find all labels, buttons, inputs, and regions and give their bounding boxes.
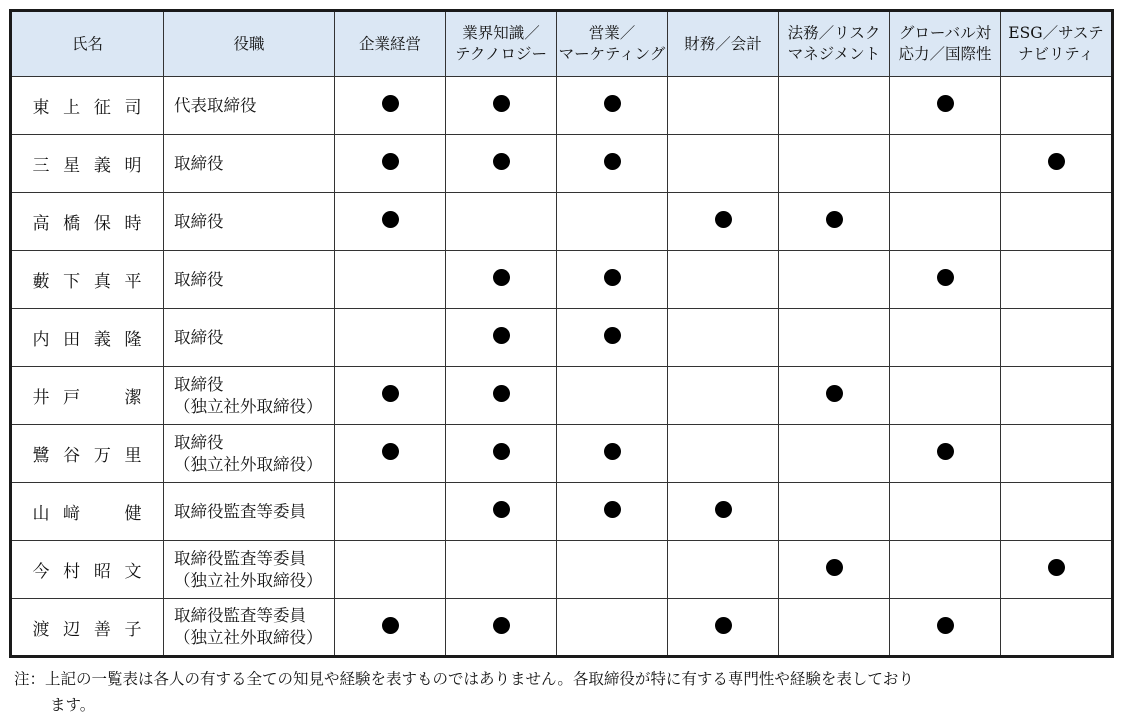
name-character: 橋 <box>63 214 81 234</box>
skill-cell <box>779 425 890 483</box>
director-role-line: 取締役監査等委員 <box>174 606 306 625</box>
filled-circle-mark <box>1048 559 1065 576</box>
director-role-line: 取締役 <box>174 432 224 452</box>
skill-cell <box>557 77 668 135</box>
filled-circle-mark <box>493 617 510 634</box>
filled-circle-mark <box>826 211 843 228</box>
director-name-cell <box>11 483 164 541</box>
skill-cell <box>335 309 446 367</box>
name-character: 征 <box>93 98 111 118</box>
skill-cell <box>668 193 779 251</box>
director-role-line: 取締役監査等委員 <box>174 501 306 521</box>
skill-cell <box>446 135 557 193</box>
name-character: 山 <box>32 504 50 524</box>
director-name <box>32 325 142 350</box>
name-character: 時 <box>124 214 142 234</box>
skill-cell <box>1001 309 1113 367</box>
director-role-line: 取締役 <box>174 374 224 394</box>
director-name <box>32 93 142 118</box>
filled-circle-mark <box>493 95 510 112</box>
name-character: 高 <box>32 214 50 234</box>
table-header-row <box>11 11 1113 77</box>
name-character <box>93 383 111 408</box>
skill-cell <box>335 367 446 425</box>
skill-cell <box>779 309 890 367</box>
skill-cell <box>557 193 668 251</box>
skill-cell <box>890 193 1001 251</box>
name-character: 義 <box>93 156 111 176</box>
column-header-7 <box>890 11 1001 77</box>
director-role-line: （独立社外取締役） <box>174 454 323 474</box>
filled-circle-mark <box>937 95 954 112</box>
director-role-line: （独立社外取締役） <box>174 628 323 647</box>
director-name <box>32 209 142 234</box>
name-character: 昭 <box>93 562 111 582</box>
name-character: 健 <box>124 504 142 524</box>
director-role-cell <box>164 367 335 425</box>
director-role-cell <box>164 599 335 657</box>
name-character: 司 <box>124 98 142 118</box>
name-character: 善 <box>93 619 111 640</box>
skill-cell <box>779 251 890 309</box>
skill-cell <box>446 483 557 541</box>
column-header-5 <box>668 11 779 77</box>
director-role-cell <box>164 541 335 599</box>
filled-circle-mark <box>604 153 621 170</box>
column-header-4 <box>557 11 668 77</box>
filled-circle-mark <box>604 95 621 112</box>
skill-cell <box>335 599 446 657</box>
name-character: 東 <box>32 98 50 118</box>
skill-cell <box>557 309 668 367</box>
skill-cell <box>779 541 890 599</box>
name-character: 万 <box>93 446 111 466</box>
skill-cell <box>779 193 890 251</box>
column-header-line: 法務／リスク <box>787 24 881 42</box>
name-character: 藪 <box>32 272 50 292</box>
filled-circle-mark <box>493 153 510 170</box>
table-row <box>11 425 1113 483</box>
filled-circle-mark <box>382 211 399 228</box>
skill-cell <box>890 599 1001 657</box>
filled-circle-mark <box>937 617 954 634</box>
name-character: 潔 <box>124 388 142 408</box>
skill-cell <box>668 425 779 483</box>
skill-cell <box>446 599 557 657</box>
director-name <box>32 267 142 292</box>
director-role-line: 取締役 <box>174 269 224 289</box>
filled-circle-mark <box>937 443 954 460</box>
column-header-line: 財務／会計 <box>684 34 762 53</box>
column-header-8 <box>1001 11 1113 77</box>
director-role-line: （独立社外取締役） <box>174 570 323 590</box>
director-role-line: （独立社外取締役） <box>174 396 323 416</box>
skill-cell <box>668 135 779 193</box>
director-name <box>32 499 142 524</box>
column-header-line: 営業／ <box>588 24 636 42</box>
name-character: 下 <box>63 272 81 292</box>
skill-cell <box>446 251 557 309</box>
director-role-line: 取締役 <box>174 153 224 173</box>
filled-circle-mark <box>382 153 399 170</box>
column-header-line: 企業経営 <box>358 34 421 53</box>
director-name <box>32 615 142 640</box>
skill-cell <box>557 367 668 425</box>
skill-cell <box>668 599 779 657</box>
name-character: 子 <box>124 619 142 640</box>
column-header-3 <box>446 11 557 77</box>
skill-cell <box>557 251 668 309</box>
filled-circle-mark <box>715 501 732 518</box>
skill-cell <box>668 77 779 135</box>
director-name-cell <box>11 309 164 367</box>
filled-circle-mark <box>715 211 732 228</box>
skill-cell <box>1001 77 1113 135</box>
name-character <box>93 499 111 524</box>
table-row <box>11 135 1113 193</box>
name-character: 里 <box>124 446 142 466</box>
skill-cell <box>890 425 1001 483</box>
skill-cell <box>335 541 446 599</box>
footnote-line-2: ます。 <box>50 696 96 714</box>
director-name-cell <box>11 367 164 425</box>
skill-cell <box>1001 367 1113 425</box>
skill-cell <box>668 251 779 309</box>
skill-cell <box>557 541 668 599</box>
filled-circle-mark <box>604 443 621 460</box>
director-name-cell <box>11 599 164 657</box>
skill-cell <box>446 77 557 135</box>
filled-circle-mark <box>604 269 621 286</box>
director-role-cell <box>164 135 335 193</box>
skill-cell <box>335 193 446 251</box>
name-character: 三 <box>32 156 50 176</box>
name-character: 平 <box>124 272 142 292</box>
skill-cell <box>668 367 779 425</box>
filled-circle-mark <box>493 327 510 344</box>
name-character: 戸 <box>63 388 81 408</box>
filled-circle-mark <box>1048 153 1065 170</box>
filled-circle-mark <box>826 559 843 576</box>
filled-circle-mark <box>382 617 399 634</box>
director-role-cell <box>164 309 335 367</box>
skill-cell <box>1001 483 1113 541</box>
column-header-0 <box>11 11 164 77</box>
skill-cell <box>557 599 668 657</box>
director-name-cell <box>11 251 164 309</box>
skill-cell <box>779 483 890 541</box>
name-character: 﨑 <box>63 504 81 524</box>
skill-cell <box>335 135 446 193</box>
director-name-cell <box>11 135 164 193</box>
name-character: 上 <box>63 98 81 118</box>
skill-cell <box>1001 193 1113 251</box>
name-character: 田 <box>63 330 81 350</box>
filled-circle-mark <box>382 385 399 402</box>
filled-circle-mark <box>382 95 399 112</box>
director-role-cell <box>164 193 335 251</box>
name-character: 渡 <box>32 619 50 640</box>
director-name <box>32 441 142 466</box>
filled-circle-mark <box>493 269 510 286</box>
name-character: 文 <box>124 562 142 582</box>
filled-circle-mark <box>604 327 621 344</box>
director-name-cell <box>11 425 164 483</box>
skill-cell <box>779 77 890 135</box>
filled-circle-mark <box>715 617 732 634</box>
skill-cell <box>890 367 1001 425</box>
table-row <box>11 77 1113 135</box>
skill-cell <box>446 367 557 425</box>
table-row <box>11 367 1113 425</box>
director-name <box>32 557 142 582</box>
column-header-2 <box>335 11 446 77</box>
director-role-cell <box>164 251 335 309</box>
skill-cell <box>446 425 557 483</box>
skill-cell <box>890 251 1001 309</box>
skill-cell <box>1001 541 1113 599</box>
column-header-line: 役職 <box>233 34 265 53</box>
skill-cell <box>557 425 668 483</box>
column-header-line: 応力／国際性 <box>898 45 992 63</box>
director-role-line: 取締役 <box>174 211 224 231</box>
table-body <box>11 77 1113 657</box>
director-role-line: 取締役 <box>174 327 224 347</box>
column-header-1 <box>164 11 335 77</box>
footnote <box>14 666 1124 718</box>
name-character: 今 <box>32 562 50 582</box>
name-character: 義 <box>93 330 111 350</box>
column-header-line: 氏名 <box>71 34 103 53</box>
table-row <box>11 483 1113 541</box>
director-role-line: 取締役監査等委員 <box>174 548 306 568</box>
director-role-line: 代表取締役 <box>174 95 257 115</box>
skill-cell <box>890 483 1001 541</box>
column-header-line: ナビリティ <box>1018 45 1094 63</box>
director-name-cell <box>11 77 164 135</box>
column-header-line: マネジメント <box>787 45 881 63</box>
skill-cell <box>557 135 668 193</box>
director-role-cell <box>164 77 335 135</box>
director-role-cell <box>164 483 335 541</box>
name-character: 辺 <box>63 619 81 640</box>
skill-cell <box>668 541 779 599</box>
skill-cell <box>446 309 557 367</box>
director-role-cell <box>164 425 335 483</box>
table-row <box>11 193 1113 251</box>
skill-cell <box>1001 135 1113 193</box>
skill-cell <box>890 309 1001 367</box>
footnote-line-1: 注：上記の一覧表は各人の有する全ての知見や経験を表すものではありません。各取締役が特に有する専門性や経験を表しており <box>14 670 914 688</box>
name-character: 内 <box>32 330 50 350</box>
skills-matrix-table <box>9 9 1114 658</box>
director-name-cell <box>11 193 164 251</box>
name-character: 鷺 <box>32 446 50 466</box>
director-name <box>32 151 142 176</box>
name-character: 明 <box>124 156 142 176</box>
skill-cell <box>1001 425 1113 483</box>
filled-circle-mark <box>382 443 399 460</box>
name-character: 星 <box>63 156 81 176</box>
skill-cell <box>779 599 890 657</box>
name-character: 谷 <box>63 446 81 466</box>
name-character: 井 <box>32 388 50 408</box>
column-header-line: グローバル対 <box>898 24 992 42</box>
table-row <box>11 251 1113 309</box>
table-row <box>11 599 1113 657</box>
column-header-6 <box>779 11 890 77</box>
name-character: 村 <box>63 562 81 582</box>
name-character: 隆 <box>124 330 142 350</box>
column-header-line: 業界知識／ <box>462 24 540 42</box>
skill-cell <box>668 483 779 541</box>
skill-cell <box>890 135 1001 193</box>
column-header-line: テクノロジー <box>454 45 548 63</box>
name-character: 真 <box>93 272 111 292</box>
skill-cell <box>335 425 446 483</box>
filled-circle-mark <box>604 501 621 518</box>
filled-circle-mark <box>826 385 843 402</box>
table-row <box>11 309 1113 367</box>
skill-cell <box>335 251 446 309</box>
skill-cell <box>335 483 446 541</box>
skill-cell <box>557 483 668 541</box>
skill-cell <box>890 77 1001 135</box>
table-row <box>11 541 1113 599</box>
director-name <box>32 383 142 408</box>
column-header-line: マーケティング <box>558 45 666 63</box>
skill-cell <box>446 193 557 251</box>
skill-cell <box>668 309 779 367</box>
skill-cell <box>1001 251 1113 309</box>
skill-cell <box>446 541 557 599</box>
filled-circle-mark <box>493 385 510 402</box>
column-header-line: ESG／サステ <box>1008 24 1104 42</box>
skill-cell <box>890 541 1001 599</box>
filled-circle-mark <box>493 443 510 460</box>
skill-cell <box>335 77 446 135</box>
filled-circle-mark <box>493 501 510 518</box>
director-name-cell <box>11 541 164 599</box>
skill-cell <box>779 135 890 193</box>
filled-circle-mark <box>937 269 954 286</box>
skill-cell <box>779 367 890 425</box>
skill-cell <box>1001 599 1113 657</box>
name-character: 保 <box>93 214 111 234</box>
